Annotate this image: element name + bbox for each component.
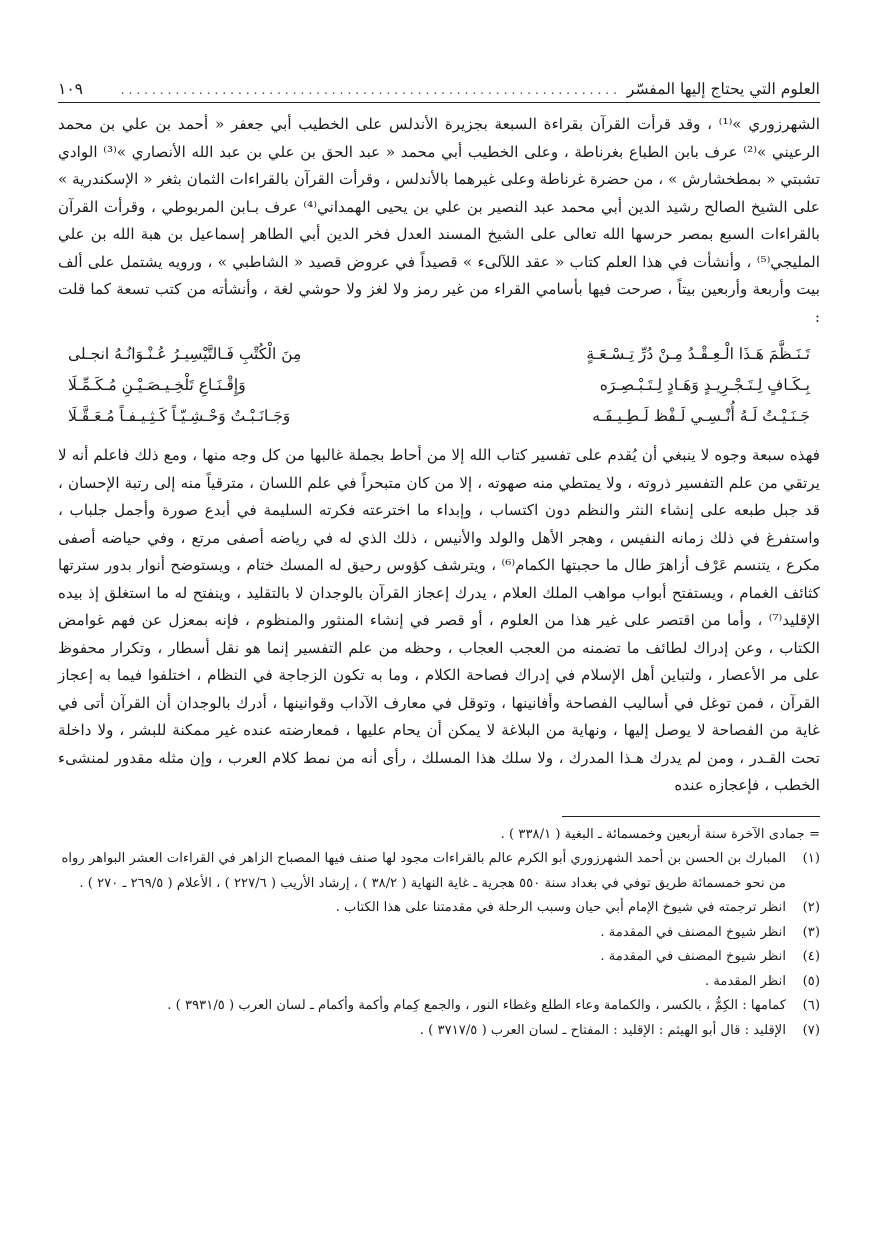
footnote-text: انظر شيوخ المصنف في المقدمة . <box>600 949 786 964</box>
paragraph-1: الشهرزوري »⁽¹⁾ ، وقد قرأت القرآن بقراءة السبعة بجزيرة الأندلس على الخطيب أبي جعفر « أحمد بن علي بن محمد الرعيني »⁽²⁾ عرف بابن الطباع بغرناطة ، وعلى الخطيب أبي محمد « عبد الحق بن علي بن عبد الله الأنصاري »⁽³⁾ الوادي تشبتي « بمطخشارش » ، من حضرة غرناطة وعلى غيرهما بالأندلس ، وقرأت القرآن بالقراءات الثمان بثغر « الإسكندرية » على الشيخ الصالح رشيد الدين أبي محمد عبد النصير بن علي بن يحيى الهمداني⁽⁴⁾ عرف بـابن المربوطي ، وقرأت القرآن بالقراءات السبع بمصر حرسها الله تعالى على الشيخ المسند العدل فخر الدين أبي الطاهر إسماعيل بن هبة الله بن علي المليجي⁽⁵⁾ ، وأنشأت في هذا العلم كتاب « عقد اللآلىء » قصيداً في عروض قصيد « الشاطبي » ، ورويه يشتمل على ألف بيت وأربعة وأربعين بيتاً ، صرحت فيها بأسامي القراء من غير رمز ولا لغز ولا حوشي لغة ، وأنشأته من كتب تسعة كما قلت : <box>58 115 820 326</box>
footnote-number: (٧) <box>802 1022 820 1038</box>
footnote <box>58 994 820 1019</box>
footnote <box>58 945 820 970</box>
verse-line <box>68 370 810 401</box>
verse-second-hemistich: وَإِقْـنَـاعِ تَلْخِـيـصَـيْـنِ مُـكَـمِّـلَا <box>68 376 246 394</box>
footnote-text: انظر ترجمته في شيوخ الإمام أبي حيان وسبب الرحلة في مقدمتنا على هذا الكتاب . <box>335 900 786 915</box>
footnote-text: انظر المقدمة . <box>704 973 786 989</box>
footnote <box>58 921 820 946</box>
verse-first-hemistich: بِـكَـافٍ لِـتَـجْـرِيـدٍ وَهَـادٍ لِـتَـبْـصِـرَه <box>599 376 810 394</box>
footnote-separator <box>562 816 820 817</box>
footnote <box>58 970 820 995</box>
main-text <box>58 111 820 800</box>
footnote-number: (٦) <box>802 998 820 1013</box>
verse-line <box>68 339 810 370</box>
header-title: العلوم التي يحتاج إليها المفسّر <box>626 80 820 98</box>
verse-second-hemistich: مِنَ الْكُتْبِ فَـالتَّيْسِيـرُ عُـنْـوَانُـهُ انجـلى <box>68 345 302 363</box>
verse-second-hemistich: وَجَـانَـبْـتُ وَحْـشِـيّـاً كَـثِـيـفـاً مُـعَـقَّـلَا <box>68 407 291 425</box>
footnote-number: (٤) <box>802 949 820 964</box>
verse-first-hemistich: جَـنَـيْـتُ لَـهُ أُنْـسِـي لَـفْظ لَـطِـيـفَـه <box>592 407 810 425</box>
page-number: ١٠٩ <box>58 80 83 98</box>
book-page <box>58 80 820 1043</box>
footnote-text: كمامها : الكِمُّ ، بالكسر ، والكمامة وعاء الطلع وغطاء النور ، والجمع كِمام وأكمة وأكمام ـ لسان العرب ( ٣٩٣١/٥ ) . <box>167 998 786 1013</box>
footnote-text: انظر شيوخ المصنف في المقدمة . <box>600 924 786 940</box>
paragraph-2: فهذه سبعة وجوه لا ينبغي أن يُقدم على تفسير كتاب الله إلا من أحاط بجملة غالبها من كل وجه منها ، ومع ذلك فاعلم أنه لا يرتقي من علم التفسير ذروته ، ولا يمتطي منه صهوته ، إلا من كان متبحراً في علم اللسان ، مترقياً منه إلى رتبة الإحسان ، قد جبل طبعه على إنشاء النثر والنظم دون اكتساب ، وإبداء ما اخترعته فكرته السليمة في أبدع صورة وأجمل جلباب ، واستفرغ في ذلك زمانه النفيس ، وهجر الأهل والولد والأنيس ، ذلك الذي له في رياضه أصفى مرتع ، وفي حياضه أصفى مكرع ، يتنسم عَرْف أزاهرَ طال ما حجبتها الكمام⁽⁶⁾ ، ويترشف كؤوس رحيق له المسك ختام ، ويستوضح أنوار بدور سترتها كثائف الغمام ، ويستفتح أبواب مواهب الملك العلام ، يدرك إعجاز القرآن بالوجدان لا بالتقليد ، وينفتح له ما استغلق إذ بيده الإقليد⁽⁷⁾ ، وأما من اقتصر على غير هذا من العلوم ، أو قصر في إنشاء المنثور والمنظوم ، فإنه بمعزل عن فهم غوامض الكتاب ، وعن إدراك لطائف ما تضمنه من العجب العجاب ، وحظه من علم التفسير إنما هو نقل أسطار ، وتكرار محفوظ على مر الأعصار ، ولتباين أهل الإسلام في إدراك فصاحة الكلام ، وما به تكون الزجاجة في النظام ، اختلفوا فيما به إعجاز القرآن ، فمن توغل في أساليب الفصاحة وأفانينها ، وتوقل في معارف الآداب وقوانينها ، أدرك بالوجدان أن القرآن أتى في غاية من الفصاحة لا يوصل إليها ، ونهاية من البلاغة لا يمكن أن يحام عليها ، فمعارضته عنده غير ممكنة للبشر ، ولا داخلة تحت القـدر ، ومن لم يدرك هـذا المدرك ، ولا سلك هذا المسلك ، رأى أنه من نمط كلام العرب ، وإن مثله مقدور لمنشىء الخطب ، فإعجازه عنده <box>58 446 820 794</box>
footnote-text: الإقليد : قال أبو الهيثم : الإقليد : المفتاح ـ لسان العرب ( ٣٧١٧/٥ ) . <box>419 1022 786 1038</box>
footnote <box>58 1019 820 1044</box>
footnotes <box>58 823 820 1044</box>
footnote <box>58 896 820 921</box>
running-header <box>58 80 820 103</box>
footnote-number: (٥) <box>802 973 820 989</box>
poem-verses <box>68 339 810 432</box>
footnote-number: (٣) <box>802 924 820 940</box>
footnote-carry-over: = جمادى الآخرة سنة أربعين وخمسمائة ـ البغية ( ٣٣٨/١ ) . <box>500 826 820 842</box>
verse-first-hemistich: تَـنَـظَّمَ هَـذَا الْـعِـقْـدُ مِـنْ دُرِّ تِـسْـعَـةٍ <box>586 345 810 363</box>
footnote-number: (٢) <box>802 900 820 915</box>
header-leader-dots: ................................................................ <box>120 83 621 97</box>
verse-line <box>68 401 810 432</box>
footnote-text: المبارك بن الحسن بن أحمد الشهرزوري أبو الكرم عالم بالقراءات مجود لها صنف فيها المصباح الزاهر في القراءات العشر البواهر رواه من نحو خمسمائة طريق توفي في بغداد سنة ٥٥٠ هجرية ـ غاية النهاية ( ٣٨/٢ ) ، إرشاد الأريب ( ٢٢٧/٦ ) ، الأعلام ( ٢٦٩/٥ ـ ٢٧٠ ) . <box>61 851 786 891</box>
footnote-number: (١) <box>802 851 820 866</box>
footnote <box>58 847 820 896</box>
